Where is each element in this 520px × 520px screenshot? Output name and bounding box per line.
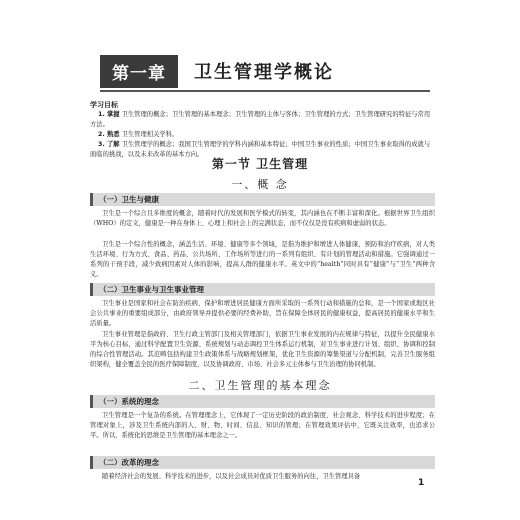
topic-bar: （二）改革的理念 [90, 456, 435, 469]
subsection-title: 二、卫生管理的基本理念 [188, 379, 332, 392]
page-number: 1 [418, 478, 425, 488]
paragraph: 卫生管理是一个复杂的系统。在管理理念上，它体现了一定历史阶段的政治制度、社会观念、科学技术的进步程度；在管理对象上，涉及卫生系统内部的人、财、物、时间、信息、知识的管理；在管理效果评估中，它既关注效率，也追求公平。所以，系统化的思维是卫生管理的基本理念之一。 [90, 412, 435, 439]
objectives-heading: 学习目标 [90, 101, 118, 109]
paragraph: 卫生是一个综合且多维度的概念，随着时代的发展和医学模式的转变，其内涵也在不断丰富和深化。根据世界卫生组织（WHO）的定义，健康是一种在身体上、心理上和社会上的完满状态，而不仅仅是没有疾病和虚弱的状态。 [90, 210, 435, 227]
chapter-title: 卫生管理学概论 [194, 62, 334, 83]
topic-bar: （二）卫生事业与卫生事业管理 [90, 283, 435, 296]
objective-text: 卫生管理的概念；卫生管理的基本理念；卫生管理的主体与客体；卫生管理的方式；卫生管理研究的特征与常用方法。 [90, 111, 431, 128]
paragraph: 卫生事业是国家和社会在防治疾病、保护和增进居民健康方面所采取的一系列行动和措施的总和，是一个国家或地区社会公共事业的重要组成部分，由政府领导并提供必要的经费补助，旨在保障全体居民的健康权益，提高居民的健康水平和生活质量。 [90, 300, 435, 327]
paragraph: 卫生事业管理是指政府、卫生行政主管部门及相关管理部门，依据卫生事业发展的内在规律与特征，以提升全民健康水平为核心目标，通过科学配置卫生资源、系统规划与动态调控卫生体系运行机制，对卫生事业进行计划、组织、协调和控制的综合性管理活动。其范畴包括构建卫生政策体系与战略规划框架，优化卫生资源的筹集渠道与分配机制，完善卫生服务组织架构，健全覆盖全民的医疗保障制度，以及协调政府、市场、社会多元主体参与卫生治理的协同机制。 [90, 331, 435, 368]
objective-item [90, 130, 435, 140]
subsection-title: 一、概 念 [231, 178, 289, 191]
paragraph: 卫生是一个综合性的概念，涵盖生活、环境、健康等多个领域，是指为维护和增进人体健康，预防和治疗疾病，对人类生活环境、行为方式、食品、药品、公共场所、工作场所等进行的一系列有组织、有计划的管理活动和措施。它强调通过一系列的干预手段，减少致病因素对人体的影响，提高人群的健康水平。英文中的“health”同时具有“健康”与“卫生”两种含义。 [90, 241, 435, 278]
paragraph: 随着经济社会的发展、科学技术的进步，以及社会成员对优质卫生服务的向往，卫生管理具备 [102, 473, 361, 480]
objective-lead: 3. 了解 [98, 141, 120, 148]
objective-item [90, 110, 435, 130]
objective-lead: 2. 熟悉 [98, 131, 120, 138]
learning-objectives [90, 100, 435, 160]
topic-bar: （一）卫生与健康 [90, 193, 435, 206]
section-title: 第一节 卫生管理 [211, 157, 309, 171]
objective-text: 卫生管理学的概念；我国卫生管理学的学科内涵和基本特征；中国卫生事业的性质；中国卫生事业取得的成就与面临的挑战，以及未来改革的基本方向。 [90, 141, 431, 158]
chapter-banner [100, 54, 430, 88]
objective-lead: 1. 掌握 [98, 111, 120, 118]
objective-text: 卫生管理相关学科。 [121, 131, 179, 138]
chapter-label: 第一章 [100, 55, 178, 88]
topic-bar: （一）系统的理念 [90, 395, 435, 408]
chapter-divider [100, 90, 430, 92]
